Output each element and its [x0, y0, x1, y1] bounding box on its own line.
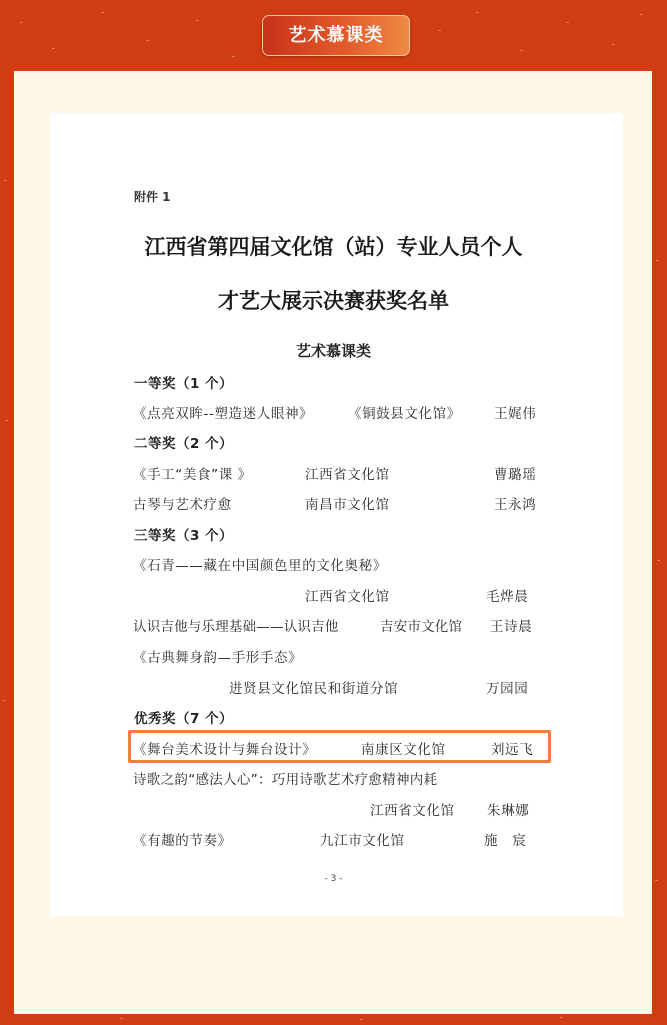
- entry-unit: 吉安市文化馆: [380, 619, 463, 635]
- attachment-label: 附件 1: [134, 190, 171, 204]
- entry-name: 王诗晨: [490, 619, 533, 635]
- entry-unit-highlighted: 南康区文化馆: [361, 742, 446, 758]
- document-title-line2: 才艺大展示决赛获奖名单: [218, 289, 449, 313]
- page-number: - 3 -: [324, 874, 343, 884]
- entry-work: 《有趣的节奏》: [133, 833, 232, 849]
- entry-work-highlighted: 《舞台美术设计与舞台设计》: [133, 742, 317, 758]
- entry-work: 《手工“美食”课 》: [133, 467, 252, 483]
- document-title-line1: 江西省第四届文化馆（站）专业人员个人: [144, 235, 523, 259]
- entry-name: 曹璐瑶: [494, 467, 537, 483]
- excellence-prize-heading: 优秀奖（7 个）: [134, 711, 234, 727]
- entry-name: 万园园: [486, 681, 529, 697]
- entry-work: 《点亮双眸--塑造迷人眼神》: [133, 406, 314, 422]
- entry-work: 《石青——藏在中国颜色里的文化奥秘》: [133, 558, 387, 574]
- entry-work: 认识吉他与乐理基础——认识吉他: [133, 619, 339, 635]
- entry-unit: 《铜鼓县文化馆》: [348, 406, 461, 422]
- second-prize-heading: 二等奖（2 个）: [134, 436, 234, 452]
- entry-name: 施 宸: [484, 833, 527, 849]
- category-badge: 艺术慕课类: [262, 15, 410, 56]
- entry-unit: 江西省文化馆: [305, 589, 390, 605]
- entry-name-highlighted: 刘远飞: [491, 742, 534, 758]
- entry-work: 诗歌之韵“感法人心”：巧用诗歌艺术疗愈精神内耗: [133, 772, 438, 788]
- entry-name: 朱琳娜: [487, 803, 530, 819]
- entry-name: 王娓伟: [494, 406, 537, 422]
- entry-unit: 江西省文化馆: [370, 803, 455, 819]
- entry-unit: 江西省文化馆: [305, 467, 390, 483]
- entry-name: 王永鸿: [494, 497, 537, 513]
- entry-unit: 进贤县文化馆民和街道分馆: [229, 681, 399, 697]
- entry-work: 古琴与艺术疗愈: [133, 497, 232, 513]
- category-heading: 艺术慕课类: [295, 342, 371, 360]
- entry-work: 《古典舞身韵—手形手态》: [133, 650, 303, 666]
- third-prize-heading: 三等奖（3 个）: [134, 528, 234, 544]
- entry-unit: 南昌市文化馆: [305, 497, 390, 513]
- first-prize-heading: 一等奖（1 个）: [134, 376, 234, 392]
- entry-unit: 九江市文化馆: [320, 833, 405, 849]
- entry-name: 毛烨晨: [486, 589, 529, 605]
